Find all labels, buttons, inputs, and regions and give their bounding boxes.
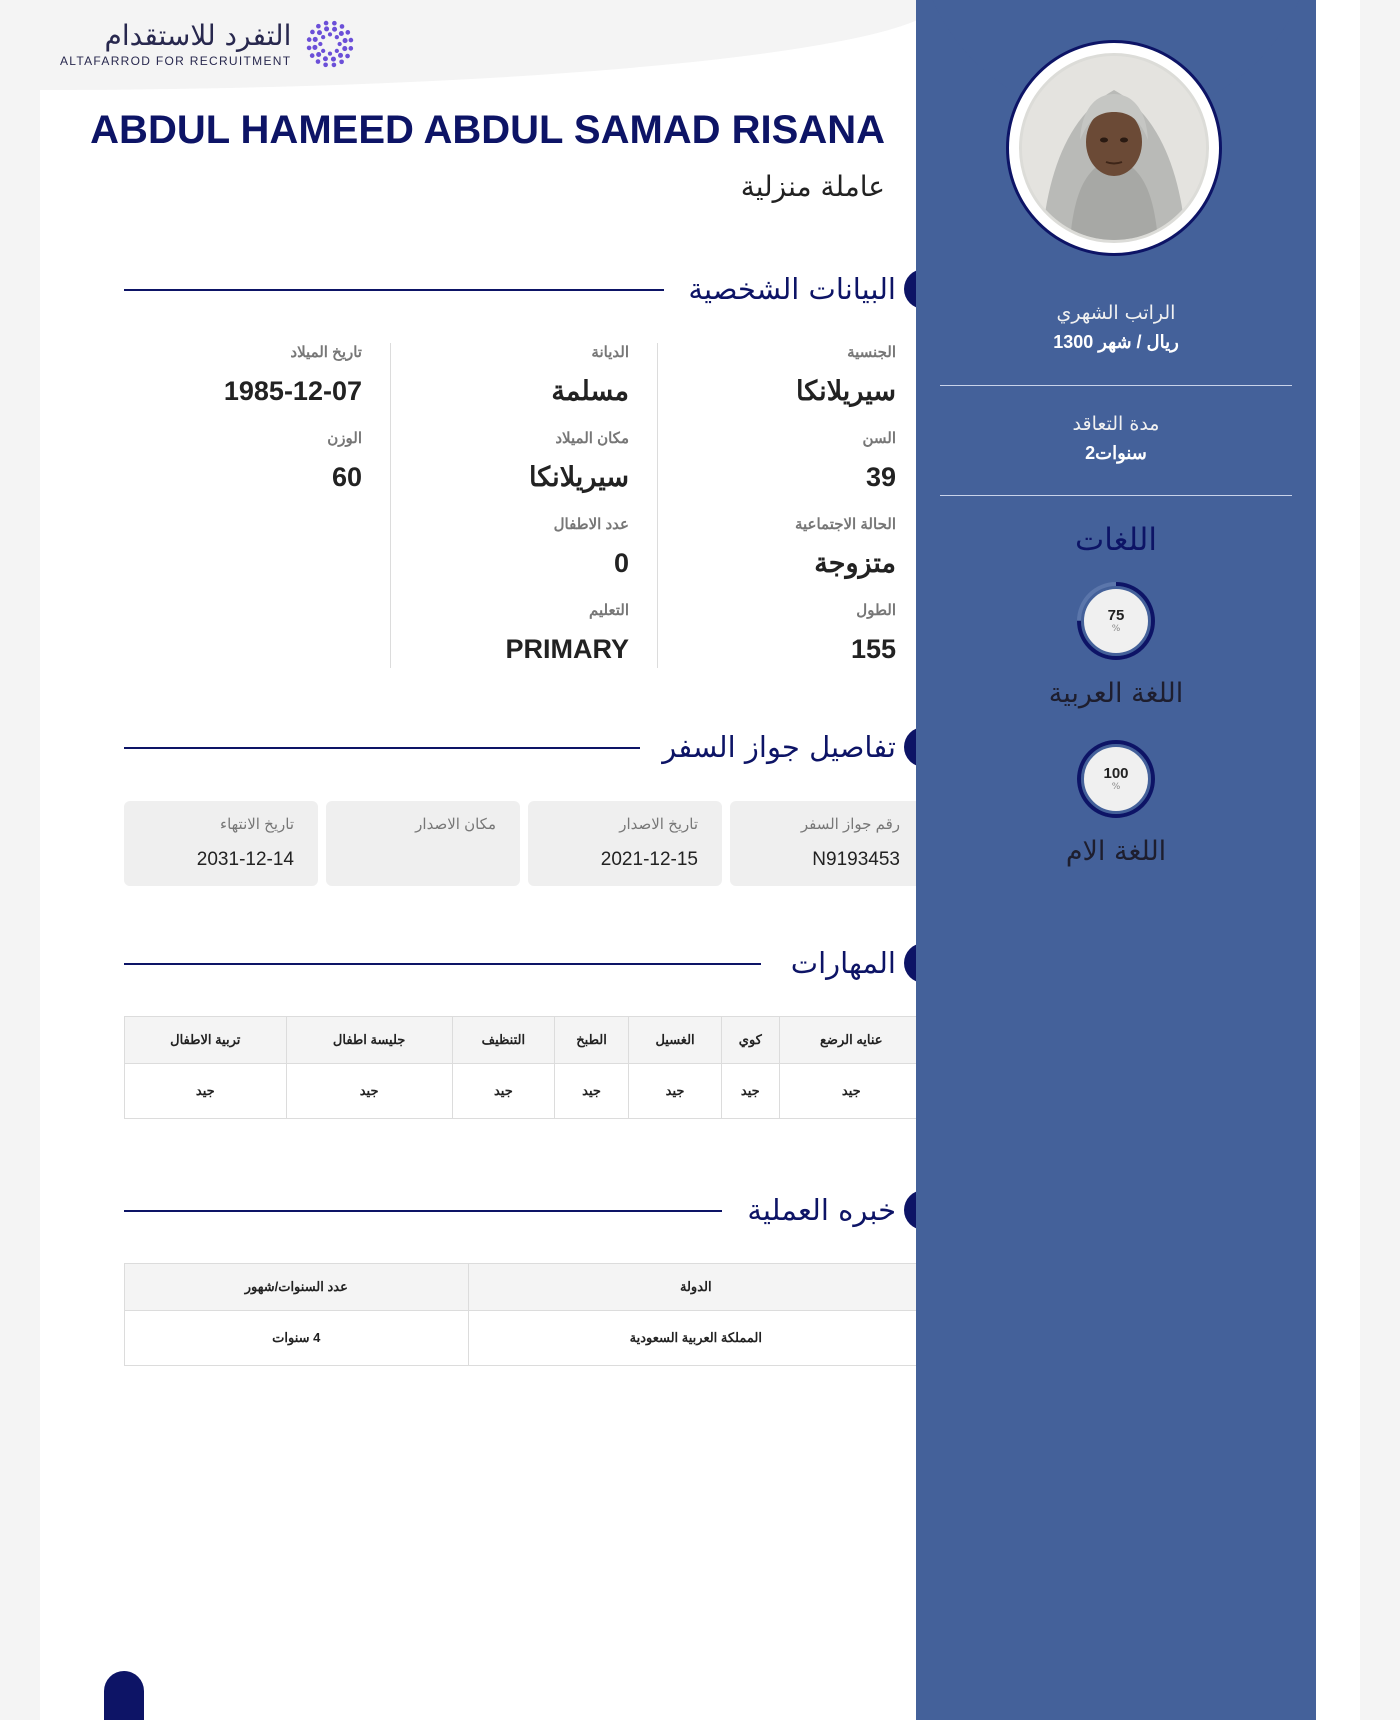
info-nationality [796, 343, 896, 407]
info-age [862, 429, 896, 493]
contract-label: مدة التعاقد [1072, 413, 1160, 435]
info-value: 1985-12-07 [223, 376, 362, 406]
info-value: سيريلانكا [796, 376, 896, 406]
skill-header: عنايه الرضع [779, 1017, 923, 1064]
salary-label: الراتب الشهري [1056, 302, 1176, 324]
gauge-center [1082, 745, 1150, 813]
gauge-center [1082, 587, 1150, 655]
experience-table [124, 1263, 924, 1366]
info-value: 60 [331, 462, 362, 492]
info-education [505, 601, 629, 665]
info-label: الوزن [327, 430, 362, 447]
gauge-value: 100 [1103, 765, 1129, 782]
language-gauge-arabic [1076, 581, 1156, 661]
info-weight [327, 429, 362, 493]
skill-level: جيد [555, 1064, 629, 1119]
skill-level: جيد [286, 1064, 452, 1119]
info-label: تاريخ الميلاد [290, 344, 362, 361]
section-rule [124, 747, 640, 749]
passport-value: 2031-12-14 [196, 849, 294, 870]
passport-issue-place-card [326, 801, 520, 886]
section-title-experience: خبره العملية [747, 1193, 896, 1227]
logo-name-en: ALTAFARROD FOR RECRUITMENT [60, 54, 292, 68]
info-column-2 [390, 343, 657, 668]
info-height [851, 601, 896, 665]
passport-label: مكان الاصدار [415, 816, 496, 833]
personal-info-grid [124, 343, 924, 668]
skill-header: الطبخ [555, 1017, 629, 1064]
languages-title: اللغات [1075, 522, 1157, 558]
gauge-unit: % [1111, 782, 1121, 792]
passport-issue-date-card [528, 801, 722, 886]
info-value: 155 [850, 634, 896, 664]
skill-level: جيد [722, 1064, 780, 1119]
section-rule [124, 1210, 722, 1212]
candidate-photo [1019, 53, 1209, 243]
info-label: السن [862, 430, 896, 447]
experience-header: عدد السنوات/شهور [125, 1264, 469, 1311]
photo-frame [1006, 40, 1222, 256]
section-rule [124, 289, 664, 291]
experience-header: الدولة [468, 1264, 923, 1311]
info-value: PRIMARY [505, 634, 629, 664]
skill-header: تربية الاطفال [125, 1017, 287, 1064]
section-skills [124, 941, 924, 985]
info-column-1 [657, 343, 924, 668]
contract-block [916, 413, 1316, 464]
skill-header: التنظيف [452, 1017, 554, 1064]
info-children [554, 515, 629, 579]
gauge-value: 75 [1107, 607, 1125, 624]
salary-value: 1300 ريال / شهر [1053, 332, 1179, 352]
skill-level: جيد [629, 1064, 722, 1119]
section-experience [124, 1188, 924, 1232]
experience-country: المملكة العربية السعودية [468, 1311, 923, 1366]
language-name-arabic: اللغة العربية [1048, 678, 1184, 709]
dotted-circle-logo-icon [301, 15, 359, 73]
table-row [125, 1311, 924, 1366]
contract-value: 2سنوات [1085, 443, 1147, 463]
skill-level: جيد [779, 1064, 923, 1119]
decorative-pill [104, 1671, 144, 1720]
skill-level: جيد [452, 1064, 554, 1119]
info-label: عدد الاطفال [553, 516, 629, 533]
gauge-unit: % [1111, 624, 1121, 634]
section-title-personal: البيانات الشخصية [688, 272, 896, 306]
skill-header: كوي [722, 1017, 780, 1064]
info-label: التعليم [589, 602, 629, 619]
info-dob [224, 343, 362, 407]
language-gauge-native [1076, 739, 1156, 819]
skill-header: جليسة اطفال [286, 1017, 452, 1064]
skill-header: الغسيل [629, 1017, 722, 1064]
language-name-native: اللغة الام [1065, 836, 1167, 867]
section-title-passport: تفاصيل جواز السفر [662, 730, 896, 764]
info-value: 0 [613, 548, 629, 578]
passport-value: N9193453 [812, 849, 900, 870]
info-value: مسلمة [551, 376, 629, 406]
passport-value: 2021-12-15 [600, 849, 698, 870]
info-column-3 [124, 343, 390, 668]
info-value: 39 [865, 462, 896, 492]
passport-label: تاريخ الاصدار [619, 816, 698, 833]
info-marital-status [795, 515, 896, 579]
cv-page [40, 0, 1360, 1720]
info-label: الطول [856, 602, 896, 619]
logo-name-ar: التفرد للاستقدام [104, 19, 292, 52]
experience-duration: 4 سنوات [125, 1311, 469, 1366]
sidebar [916, 0, 1316, 1720]
passport-label: رقم جواز السفر [800, 816, 900, 833]
logo-text [60, 19, 291, 69]
passport-cards [124, 801, 924, 886]
job-title: عاملة منزلية [740, 170, 885, 203]
info-value: سيريلانكا [529, 462, 629, 492]
passport-number-card [730, 801, 924, 886]
table-row [125, 1064, 924, 1119]
table-header-row [125, 1264, 924, 1311]
section-rule [124, 963, 761, 965]
info-religion [551, 343, 629, 407]
salary-block [916, 302, 1316, 353]
passport-expiry-card [124, 801, 318, 886]
person-silhouette-icon [1022, 56, 1206, 240]
sidebar-divider [940, 495, 1292, 496]
section-passport [124, 725, 924, 769]
info-label: الجنسية [847, 344, 896, 361]
info-value: متزوجة [814, 548, 896, 578]
skills-table [124, 1016, 924, 1119]
candidate-name: ABDUL HAMEED ABDUL SAMAD RISANA [90, 108, 885, 152]
info-label: مكان الميلاد [555, 430, 629, 447]
section-personal [124, 267, 924, 311]
table-header-row [125, 1017, 924, 1064]
section-title-skills: المهارات [790, 946, 896, 980]
passport-label: تاريخ الانتهاء [220, 816, 294, 833]
info-label: الحالة الاجتماعية [794, 516, 896, 533]
info-label: الديانة [591, 344, 629, 361]
sidebar-divider [940, 385, 1292, 386]
brand-logo [60, 14, 359, 74]
info-birthplace [529, 429, 629, 493]
skill-level: جيد [125, 1064, 287, 1119]
